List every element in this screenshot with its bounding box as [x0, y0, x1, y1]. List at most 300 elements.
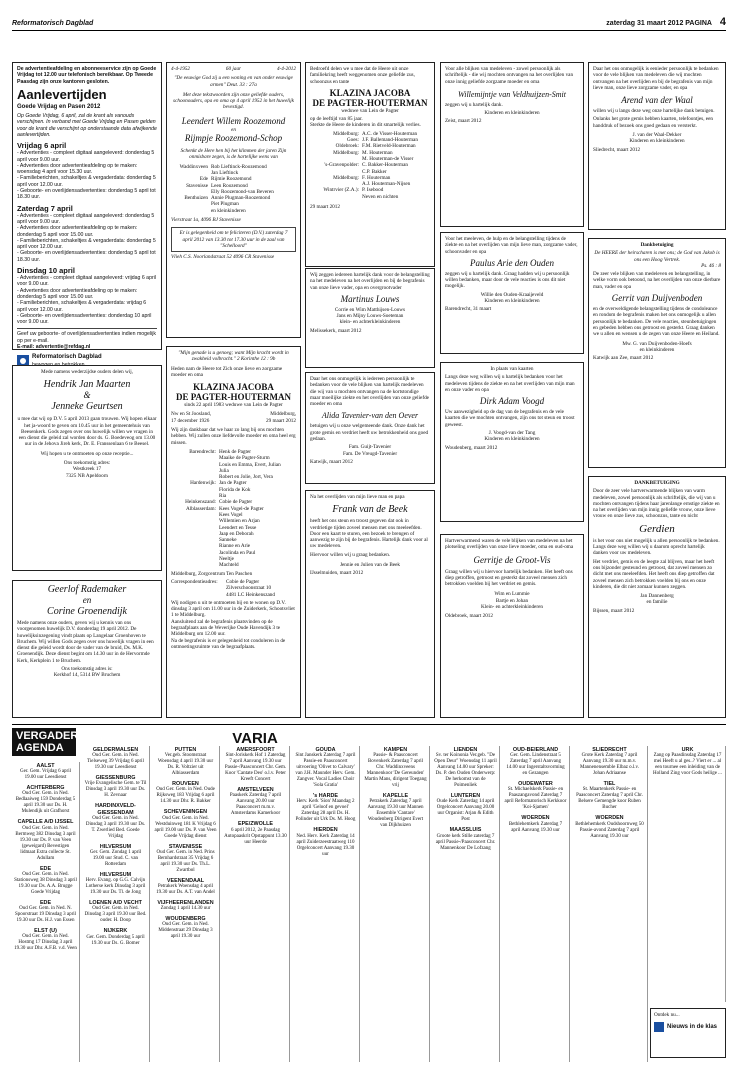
agenda-item-head: EDE	[39, 865, 52, 872]
family-place: Middelburg:	[333, 130, 359, 137]
hendrik-intro: Mede namens wederzijdse ouders delen wij,	[41, 369, 133, 375]
frank-intro: Na het overlijden van mijn lieve man en papa	[310, 494, 405, 500]
family-name: Kees Vogel-de Pagter	[219, 505, 264, 512]
agenda-item-head: ROUVEEN	[172, 781, 199, 788]
thanks-voogd	[440, 362, 584, 522]
agenda-item-body: Zang op Paasdinsdag Zaterdag 17 mei Heeft u al ges..? Viert er ... al een tournee een inleiding van de Holland Zing voor Gods heilige ...	[653, 753, 722, 777]
agenda-item-body: Ger. Gem. Lindenstraat 5 Zaterdag 7 april Aanvang 14.00 uur Ingerstaltsvorming en Gezangen	[506, 753, 565, 777]
agenda-item-head: KAPELLE	[382, 793, 409, 800]
agenda-item	[364, 793, 427, 829]
agenda-item	[154, 747, 217, 777]
family-name: A.C. de Visser-Houterman	[362, 130, 418, 137]
deadline-item: - Advertenties - compleet digitaal aangeleverd: donderdag 5 april voor 9.00 uur.	[17, 150, 155, 163]
arend-place: Sliedrecht, maart 2012	[593, 146, 641, 153]
agenda-item-body: Petrakerk Zaterdag 7 april Aanvang 19.30 uur Mannen Ensemble 'Cantare' Woudenberg Dirigent Evert van Dijkhuizen	[367, 799, 424, 829]
agenda-item-body: Sint Janskerk Zaterdag 7 april Passie-en Paasconcert uitvoering 'Olivet to Calvary' van J.H. Maunder Herv. Gem. Zangver. Vocal Ladies Choir 'Sola Gratia'	[295, 753, 356, 789]
frank-text: heeft het ons steun en troost gegeven dat ook in verdrietige tijden zoveel mensen met ons meeleefden. Door een kaart te sturen, een bezoek te brengen of aanwezig te zijn bij de begrafenis. Hartelijk dank voor al uw medeleven.	[310, 518, 428, 550]
agenda-item	[84, 900, 147, 924]
agenda-item-head: TIEL	[603, 781, 616, 788]
duijv-text: De zeer vele blijken van medeleven en belangstelling, in welke vorm ook betoond, na het overlijden van onze dierbare man, vader en opa	[593, 271, 721, 290]
hendrik-name2: Jenneke Geurtsen	[51, 401, 123, 413]
klazina-born-date: 17 december 1926	[171, 417, 210, 424]
frank-sub: Hiervoor willen wij u graag bedanken.	[310, 551, 391, 558]
thanks-den-ouden	[440, 232, 584, 354]
agenda-rule	[12, 724, 726, 725]
agenda-column	[222, 746, 290, 1062]
veld-name: Willemijntje van Veldhuijzen-Smit	[458, 89, 566, 99]
anniv-address2: Vlieh C.S. Noorlandstraat 52 4096 CR Stavenisse	[171, 254, 275, 261]
anniv-thanks: Schenkt de Here hen bij het klimmen der jaren Zijn onmisbare zegen, is de hartelijke wens van	[180, 148, 287, 161]
agenda-item-head: ELST (U)	[34, 928, 57, 935]
arend-from: J. van der Waal-Dekker	[632, 132, 682, 139]
klazina-text2: Wij zijn dankbaar dat we haar zo lang bij ons mochten hebben. Wij zullen onze liefdevolle moeder en oma heel erg missen.	[171, 427, 296, 446]
side-ad-text: Nieuws in de klas	[667, 1023, 718, 1030]
agenda-item-body: Oud Ger. Gem. in Ned. N. Spoorstraat 19 Dinsdag 3 april 19.30 uur Ds. H.J. van Essen	[14, 906, 77, 924]
agenda-item-head: WOERDEN	[595, 815, 624, 822]
agenda-item	[14, 785, 77, 815]
klazina-name2: DE PAGTER-HOUTERMAN	[175, 392, 292, 403]
agenda-item	[652, 747, 723, 777]
louws-name: Martinus Louws	[340, 293, 400, 304]
agenda-item-body: Oud Ger. Gem. in Ned. Prins Bernhardstraat 35 Vrijdag 6 april 19.30 uur Ds. Th.L. Zwartbol	[156, 849, 215, 873]
gerdien-place: Bijssen, maart 2012	[593, 607, 635, 614]
agenda-item-head: PUTTEN	[174, 747, 197, 753]
agenda-item-head: EPE/ZWOLLE	[237, 821, 274, 828]
family-name: Willemien en Arjan	[219, 518, 260, 525]
agenda-item	[84, 775, 147, 799]
oever-intro: Daar het ons onmogelijk is iedereen persoonlijk te bedanken voor de vele blijken van hartelijk medeleven die wij van u mochten ontvangen na de kortstondige maar moeilijke ziekte en het overlijden van onze geliefde moeder en oma	[310, 376, 429, 408]
klazina-corr-address	[226, 579, 275, 598]
gerdien-header: DANKBETUIGING	[634, 480, 680, 486]
agenda-item	[504, 815, 567, 833]
agenda-item-head: URK	[681, 747, 694, 753]
family-place: Ede	[199, 176, 208, 183]
agenda-item-head: GOUDA	[315, 747, 336, 753]
family-place: Middelburg:	[333, 174, 359, 181]
klazina-r-family	[310, 131, 430, 200]
klazina-r-name1: KLAZINA JACOBA	[329, 87, 411, 98]
agenda-item-head: CAPELLE A/D IJSSEL	[17, 819, 74, 826]
agenda-item-body: St. Maartenkerk Passie- en Paasconcert Zaterdag 7 april Chr. Belsere Gemengde koor Ruben Bucher	[576, 787, 643, 811]
agenda-item-body: Oud Ger. Gem. in Ned. Oude Rijksweg 183 Vrijdag 6 april 14.30 uur Dhr. R. Bakker	[156, 787, 215, 805]
agenda-item-head: STAVENISSE	[168, 843, 203, 850]
family-place: Benthuizen	[184, 195, 208, 202]
deadline-item: - Familieberichten, schakeltjes & vergaderdata: vrijdag 6 april voor 12.00 uur.	[17, 300, 147, 313]
family-place: Wintrvier (Z.A.):	[323, 187, 359, 194]
wedding-hendrik-notice	[12, 365, 162, 571]
deadlines-email: E-mail: advertentie@refdag.nl	[17, 344, 91, 350]
gerritje-text: Graag willen wij u hiervoor hartelijk bedanken. Het heeft ons diep getroffen, getroost en gesterkt dat zoveel mensen zich betrokken voelden bij het verdriet en gemis.	[445, 568, 573, 588]
agenda-item-body: Herv. Kerk 'Sion' Maandag 2 april 'Geloof en gevoel' Zaterdag 28 april Ds. H. Polinder uit Urk Ds. M. Hoog	[295, 799, 356, 823]
varia-title: VARIA	[232, 730, 278, 747]
anniv-family	[171, 164, 296, 214]
hendrik-name1: Hendrik Jan Maarten	[43, 379, 131, 391]
oever-name: Alida Tavenier-van den Oever	[321, 411, 419, 421]
anniv-name2: Rijmpje Roozemond-Schop	[184, 133, 283, 144]
agenda-item-head: EDE	[39, 899, 52, 906]
agenda-item	[294, 827, 357, 857]
anniv-years: 60 jaar	[225, 66, 242, 72]
deadlines-body: Op Goede Vrijdag, 6 april, zal de krant als vanouds verschijnen. In verband met Goede Vrijdag en Pasen gelden voor de krant die verschijnt op onderstaande data afwijkende aanlevertijden.	[17, 113, 157, 138]
family-name: C. Bakker-Houterman	[362, 162, 408, 169]
side-ad-box	[650, 1008, 726, 1058]
deadlines-days	[17, 141, 157, 325]
klazina-since: sinds 22 april 1983 weduwe van Lein de Pagter	[184, 402, 283, 409]
deadline-item: - Geboorte- en overlijdensadvertenties: donderdag 5 april tot 18.30 uur.	[17, 250, 156, 263]
arie-from2: Kinderen en kleinkinderen	[484, 298, 540, 305]
agenda-item	[224, 747, 287, 783]
anniv-date-left: 4-4-1952	[171, 66, 191, 72]
klazina-service: Aansluitend zal de begrafenis plaatsvinden op de begraafplaats aan de Weverijke Oude Havendijk 3 te Middelburg om 12.00 uur.	[171, 618, 281, 638]
obituary-klazina-siblings	[305, 62, 435, 267]
family-name: Jan Lieftinck	[211, 169, 239, 176]
paper-name: Reformatorisch Dagblad	[12, 20, 94, 27]
family-name: F.M. Rietveld-Houterman	[362, 143, 416, 150]
klazina-died-date: 29 maart 2012	[266, 417, 296, 424]
anniv-verse: "De eeuwige God zij u een woning en van onder eeuwige armen" Deut. 33 : 27a	[174, 75, 293, 88]
agenda-item-head: LIENDEN	[453, 747, 478, 753]
agenda-item	[434, 747, 497, 789]
gerritje-from: Wim en Lummie	[494, 591, 530, 598]
family-name: Robert en Jolie, Jort, Vera	[219, 474, 273, 481]
agenda-item-body: Oud Ger. Gem. in Ned. Hostmg 17 Dinsdag 3 april 19.30 uur Dhr. A.F.B. v.d. Veen	[14, 934, 77, 952]
agenda-item-body: Petrakerk Woensdag 4 april 19.30 uur Ds. A.T. van Andel	[156, 884, 215, 896]
agenda-column	[572, 746, 648, 1062]
oever-place: Katwijk, maart 2012	[310, 458, 353, 465]
family-place: Heinkenszand:	[185, 499, 216, 506]
gerdien-from2: en familie	[646, 599, 668, 606]
hendrik-future-addr1: Westkreek 17	[72, 466, 102, 473]
veld-from: Kinderen en kleinkinderen	[484, 110, 540, 117]
agenda-item-head: KAMPEN	[383, 747, 408, 753]
agenda-item-body: Vrije Evangelische Gem. te Til Dinsdag 3 april 19.30 uur Ds. H. Zevnaar	[84, 781, 147, 799]
agenda-item-head: SCHEVENINGEN	[163, 809, 208, 816]
family-place	[171, 208, 211, 214]
header-rule	[12, 30, 726, 31]
agenda-item	[224, 787, 287, 817]
family-place: Alblasserdam:	[186, 505, 216, 512]
veld-text: zeggen wij u hartelijk dank.	[445, 101, 503, 108]
agenda-item	[154, 781, 217, 805]
family-name: Sanneke	[219, 537, 237, 544]
agenda-item-body: Zondag 1 april 14.30 uur	[160, 906, 211, 912]
agenda-item	[84, 928, 147, 946]
family-name: M. Houterman-de Visser	[362, 155, 414, 162]
arend-intro: Daar het ons onmogelijk is eenieder persoonlijk te bedanken voor de vele blijken van medeleven die wij mochten ontvangen na het overlijden en bij de begrafenis van mijn lieve man, onze lieve zorgzame vader, en opa	[593, 66, 719, 91]
anniv-en: en	[231, 126, 236, 133]
gerdien-intro: Door de zeer vele hartverwarmende blijken van warm medeleven, zowel persoonlijk als schriftelijk, die wij van u mochten ontvangen tijdens haar jarenlange ernstige ziekte en na het overlijden van mijn innig geliefde vrouw, onze lieve vrouw en onze lieve zus, schoonzus, tante en nicht	[593, 488, 720, 520]
arend-text2: Onlanks het grote gemis hebben kaarten, telefoontjes, een handdruk of bezoek ons goed gedaan en versterkt.	[593, 116, 713, 129]
hendrik-future-label: Ons toekomstig adres:	[63, 460, 111, 467]
family-place	[310, 194, 362, 200]
family-name: Florida de Kok	[219, 486, 251, 493]
duijv-text2: en de overweldigende belangstelling tijdens de condoleance en rondom de begrafenis maken het ons onmogelijk u allen persoonlijk te bedanken. De vele reacties, steunbetuigingen en gebeden hebben ons getroost en gesterkt. Graag danken we u allen en wensen u de zegen van onze Heere en Heiland.	[593, 306, 720, 338]
deadlines-title: Aanlevertijden	[17, 86, 107, 102]
agenda-item	[84, 803, 147, 839]
agenda-item-head: VIJFHEERENLANDEN	[157, 900, 214, 907]
arie-intro: Voor het meeleven, de hulp en de belangstelling tijdens de ziekte en na het overlijden van mijn lieve man, zorgzame vader, schoonvader en opa	[445, 236, 578, 255]
agenda-item-head: GELDERMALSEN	[92, 747, 139, 753]
agenda-item	[14, 900, 77, 924]
agenda-item	[84, 747, 147, 771]
obituary-klazina-family	[166, 346, 301, 718]
agenda-item-body: Ned. Herv. Kerk Zaterdag 14 april Zuiderzeestraatweg 110 Orgelconcert Aanvang 19.30 uur	[296, 833, 355, 857]
agenda-item-head: OUD-BEIERLAND	[512, 747, 559, 753]
gerdien-name: Gerdien	[639, 522, 675, 535]
agenda-item	[14, 763, 77, 781]
thanks-louws	[305, 268, 435, 368]
agenda-item-head: LOENEN A/D VECHT	[89, 900, 142, 907]
deadline-item: - Familieberichten, schakeltjes & vergaderdata: donderdag 5 april voor 12.00 uur.	[17, 175, 156, 188]
gerdien-text: is het voor ons niet mogelijk u allen persoonlijk te bedanken. Langs deze weg willen wij u daarom oprecht hartelijk danken voor uw medeleven.	[593, 537, 720, 557]
family-name: F. Houterman	[362, 174, 391, 181]
anniv-note: Er is gelegenheid om te feliciteren (D.V.) zaterdag 7 april 2012 van 13.30 tot 17.30 uur in de zaal van "Schelloord"	[171, 227, 296, 252]
klazina-family	[171, 449, 296, 569]
agenda-item-head: HILVERSUM	[99, 872, 132, 879]
gerritje-from3: Klein- en achterkleinkinderen	[481, 604, 543, 611]
agenda-item-body: Bethlehemkerk Zaterdag 7 april Aanvang 19.30 uur	[508, 821, 563, 833]
agenda-item-body: Grote Kerk Zaterdag 7 april Aanvang 19.30 uur m.m.v. Mannenensemble Elbaz o.l.v. Johan Adriaanse	[580, 753, 639, 777]
louws-intro: Wij zeggen iedereen hartelijk dank voor de belangstelling na het medeleven na het overlijden en bij de begrafenis van onze lieve vader, opa en overgrootvader	[310, 272, 430, 291]
family-name: A.J. Houterman-Nijsen	[362, 181, 411, 188]
veld-intro: Voor alle blijken van medeleven - zowel persoonlijk als schriftelijk - die wij mochten ontvangen na het overlijden van onze innig geliefde zorgzame moeder en oma	[445, 66, 574, 85]
family-name: en kleinkinderen	[211, 207, 246, 214]
family-name: Rianne en Arie	[219, 543, 251, 550]
agenda-item-body: Ger. Gem. Donderdag 5 april 19.30 uur Ds. G. Bomer	[86, 934, 145, 946]
family-place: 's-Gravenpolder:	[324, 162, 359, 169]
agenda-item-body: Oud Ger. Gem. in Ned. Stationsweg 38 Dinsdag 3 april 19.30 uur Ds. A.A. Brugge Goede Vrijdag	[14, 871, 77, 895]
agenda-column	[432, 746, 500, 1062]
family-name: Julia	[219, 467, 229, 474]
agenda-item-body: Oud Ger. Gem. in Ned. Tielseweg 39 Vrijdag 6 april 19.30 uur Leesdienst	[87, 753, 144, 771]
agenda-item-body: Oude Kerk Zaterdag 14 april Orgelconcert Aanvang 20.00 uur Organist: Arjan & Edith Post	[436, 799, 495, 823]
voogd-name: Dirk Adam Voogd	[479, 396, 545, 407]
family-name: Leendert en Tesse	[219, 524, 257, 531]
family-name: Jaap en Deborah	[219, 530, 254, 537]
agenda-item	[224, 821, 287, 845]
deadline-item: - Advertenties door advertentieafdeling op te maken: donderdag 5 april voor 15.00 uur.	[17, 225, 138, 238]
geerlof-addr-label: Ons toekomstig adres is:	[61, 666, 113, 673]
voogd-place: Woudenberg, maart 2012	[445, 444, 498, 451]
family-place: Waddinxveen	[179, 163, 208, 170]
family-name: Rijmie Roozemond	[211, 176, 252, 183]
klazina-r-intro: Bedroefd delen we u mee dat de Heere uit onze familiekring heeft weggenomen onze geliefde zus, schoonzus en tante	[310, 66, 415, 85]
family-name: Henk de Pagter	[219, 448, 251, 455]
klazina-born-place: Nw en St Joosland,	[171, 411, 212, 418]
louws-from: Corrie en Wim Matthijsen-Louws	[334, 306, 406, 313]
arie-text: zeggen wij u hartelijk dank. Graag hadden wij u persoonlijk willen bedanken, maar door de vele reacties is ons dit niet mogelijk.	[445, 270, 570, 290]
voogd-header: In plaats van kaarten	[490, 366, 534, 372]
agenda-item-body: Paaskerk Zaterdag 7 april Aanvang 20.00 uur Paasconcert m.m.v. Amsterdams Kamerkoor	[229, 793, 282, 817]
agenda-item	[294, 747, 357, 789]
klazina-text: Heden nam de Heere tot Zich onze lieve en zorgzame moeder en oma	[171, 365, 283, 378]
agenda-item-head: OUDEWATER	[518, 781, 553, 788]
agenda-item-body: Oud Ger. Gem. in Ned. Bermweg 382 Dinsdag 3 april 19.30 uur Ds. P. van Veen (geweigard) Bevestigen lidmaat Extra collecte St. Adullam	[15, 825, 76, 861]
gerritje-from2: Bartje en Johan	[495, 597, 529, 604]
agenda-item-head: WOERDEN	[521, 815, 550, 822]
agenda-item	[84, 844, 147, 868]
family-name: J.F. Ballemand-Houterman	[362, 137, 418, 144]
frank-place: IJsselmuiden, maart 2012	[310, 570, 364, 577]
frank-from: Jennie en Julien van de Beek	[339, 562, 401, 569]
deadline-item: - Advertenties door advertentieafdeling op te maken: donderdag 5 april voor 15.00 uur.	[17, 287, 138, 300]
agenda-item	[574, 781, 645, 811]
family-row	[171, 208, 296, 214]
anniv-text: Met deze tekstwoorden zijn onze geliefde ouders, schoonouders, opa en oma op 4 april 1952 in het huwelijk bevestigd.	[173, 91, 294, 111]
corr-line: Zilverschoonstraat 10	[226, 585, 272, 592]
agenda-item	[574, 815, 645, 839]
deadlines-footer: Geef uw geboorte- of overlijdensadvertenties indien mogelijk op per e-mail.	[17, 328, 157, 344]
agenda-item-head: NIJKERK	[103, 928, 128, 935]
family-name: Neeltje	[219, 556, 234, 563]
agenda-item-body: Ver.geb. Stoomstraat Woensdag 4 april 19.30 uur Ds. R. Voltzier uit Albiasserdam	[157, 753, 214, 777]
agenda-item	[294, 793, 357, 823]
frank-name: Frank van de Beek	[332, 504, 408, 516]
agenda-item-head: AMSTELVEEN	[237, 787, 274, 794]
gerritje-place: Oldebroek, maart 2012	[445, 613, 493, 620]
deadline-day-title: Zaterdag 7 april	[17, 203, 73, 213]
corr-line: 4481 LC Heinkenszand	[226, 591, 275, 598]
thanks-van-de-beek	[305, 490, 435, 718]
agenda-item-body: Passie- & Paasconcert Bovenkerk Zaterdag 7 april Chr. Waddinxveens Mannenkoor 'De Gereunden' Martin Mans, dirigent Toegang vrij	[364, 753, 427, 789]
klazina-died-place: Middelburg,	[270, 411, 296, 418]
anniv-date-right: 4-4-2012	[276, 66, 296, 72]
agenda-item-head: HIERDEN	[313, 827, 338, 834]
oever-text: betuigen wij u onze welgemeende dank. Onze dank het grote gemis en verdriet heeft uw betrokkenheid ons goed gedaan.	[310, 423, 429, 443]
klazina-quote: "Mijn genade is u genoeg; want Mijn kracht wordt in zwakheid volbracht." 2 Korinthe 12 : 9b	[178, 350, 289, 363]
klazina-r-date: 29 maart 2012	[310, 204, 340, 211]
side-ad-sub: Ontdek nu...	[654, 1012, 680, 1018]
anniversary-notice	[166, 62, 301, 338]
duijv-from2: en kleinkinderen	[639, 346, 675, 353]
agenda-item-head: HILVERSUM	[99, 843, 132, 850]
louws-from2: Jans en Mijny Louws-Soeteman	[336, 313, 404, 320]
klazina-r-age: op de leeftijd van 85 jaar.	[310, 116, 363, 123]
family-name: Cobie de Pagter	[219, 499, 253, 506]
arend-text: willen wij u langs deze weg onze hartelijke dank betuigen.	[593, 108, 715, 115]
oever-from2: Fam. De Vreugd-Tavenier	[342, 450, 398, 457]
agenda-item-head: HARDINXVELD-GIESSENDAM	[95, 803, 136, 816]
agenda-column	[152, 746, 220, 1062]
agenda-item	[504, 747, 567, 777]
agenda-item-body: Bethlehemkerk Oudshoornweg 50 Passie-avond Zaterdag 7 april Aanvang 19.30 uur	[575, 821, 644, 839]
klazina-r-note: Sterkte de Heere de kinderen in dit smartelijk verlies.	[310, 122, 421, 129]
agenda-column	[12, 762, 80, 1062]
louws-from3: klein- en achterkleinkinderen	[339, 319, 401, 326]
duijv-from: Mw. G. van Duijvenboden-Hoefs	[622, 340, 692, 347]
agenda-item	[574, 747, 645, 777]
louws-place: Melissekerk, maart 2012	[310, 327, 362, 334]
deadline-item: - Advertenties - compleet digitaal aangeleverd: vrijdag 6 april voor 9.00 uur.	[17, 275, 156, 288]
klazina-corr-label: Correspondentieadres:	[171, 578, 218, 585]
family-name: Neven en nichten	[362, 193, 399, 200]
gerritje-intro: Hartverwarmend waren de vele blijken van medeleven na het plotseling overlijden van onze lieve moeder, oma en oud-oma	[445, 538, 574, 551]
family-place: Goes:	[346, 137, 359, 144]
agenda-item-body: Ger. Gem. Zondag 1 april 19.00 uur Stud. C. van Rotterdam	[89, 850, 142, 868]
klazina-r-name2: DE PAGTER-HOUTERMAN	[312, 97, 428, 108]
agenda-item	[14, 928, 77, 952]
duijv-verse: De HEERE der heirscharen is met ons; de God van Jakob is ons een Hoog Vertrek.	[594, 250, 720, 263]
agenda-item-body: Oud Ger. Gem. in Ned. Middenstraat 29 Dinsdag 3 april 19.30 uur	[158, 922, 213, 940]
family-row	[310, 194, 430, 200]
veld-place: Zeist, maart 2012	[445, 118, 482, 125]
agenda-item	[154, 878, 217, 896]
agenda-item	[504, 781, 567, 811]
deadline-day-title: Vrijdag 6 april	[17, 141, 67, 151]
agenda-item-head: SLIEDRECHT	[592, 747, 627, 753]
arend-from2: Kinderen en kleinkinderen	[629, 138, 685, 145]
agenda-item	[434, 827, 497, 851]
agenda-item	[154, 916, 217, 940]
family-name: C.P. Bakker	[362, 168, 387, 175]
agenda-item-head: ACHTERBERG	[26, 785, 65, 792]
voogd-from: J. Voogd-van der Tang	[488, 430, 536, 437]
family-name: P. Isebood	[362, 187, 384, 194]
hendrik-future-addr2: 7325 NB Apeldoorn	[65, 472, 109, 479]
arie-from: Willie den Ouden-Kraaijeveld	[480, 291, 544, 298]
klazina-name1: KLAZINA JACOBA	[193, 382, 274, 393]
thanks-tavenier	[305, 372, 435, 484]
thanks-veldhuijzen	[440, 62, 584, 227]
agenda-item-body: Oud Ger. Gem. in Ned. Westduinweg 181 K Vrijdag 6 april 19.00 uur Ds. P. van Veen Goede Vrijdag dienst	[154, 815, 217, 839]
page-number: 4	[719, 16, 726, 28]
agenda-item-body: St. Michaelskerk Passie- en Paaszangavond Zaterdag 7 april Reformatorisch Kerkkoor 'Koi-Sjamen'	[504, 787, 567, 811]
agenda-title: VERGADER- AGENDA	[12, 728, 76, 756]
geerlof-name1: Geerlof Rademaker	[47, 584, 127, 595]
family-name: Kees Vogel	[219, 511, 243, 518]
agenda-item-body: Groote kerk Stille zaterdag 7 april Passie-/Paasconcert Chr. Mannenkoor De Lofzang	[435, 833, 496, 851]
family-place: Hardenwijk:	[190, 480, 216, 487]
agenda-column	[292, 746, 360, 1062]
agenda-item-body: Sint-Joriskerk Hof 1 Zaterdag 7 april Aanvang 19.30 uur Passie-/Paasconcert Chr. Gem. Koor 'Cantate Deo' o.l.v. Peter Kreeft Concert	[224, 753, 287, 783]
deadline-day-title: Dinsdag 10 april	[17, 266, 75, 276]
family-name: Elly Roozemond-van Beveren	[211, 188, 274, 195]
agenda-item-head: AALST	[36, 763, 55, 769]
agenda-item-head: VEENENDAAL	[166, 877, 205, 884]
agenda-item	[84, 872, 147, 896]
agenda-item	[154, 809, 217, 839]
voogd-intro: Langs deze weg willen wij u hartelijk bedanken voor het medeleven tijdens de ziekte en na het overlijden van mijn man en onze vader en opa	[445, 374, 575, 393]
arend-name: Arend van der Waal	[621, 95, 693, 106]
family-name: Piet Plugman	[211, 201, 239, 208]
anniv-address1: Vierstraat 1a, 4096 BJ Stavenisse	[171, 217, 241, 224]
agenda-item-body: Herv. Evang. op G.G. Calvijn Lotherse kerk Dinsdag 3 april 19.30 uur Ds. Tl. de Jong	[85, 878, 146, 896]
duijv-header: Dankbetuiging	[640, 242, 674, 248]
agenda-item-body: Oud Ger. Gem. in Ned. Bedlaaiweg 159 Donderdag 5 april 19.30 uur Ds. H. Mulendijk uit Grafhorst	[15, 791, 76, 815]
geerlof-addr: Kerkhof 14, 5314 BW Bruchem	[53, 672, 121, 679]
agenda-item-body: Sv. ter Koinonia Ver.geb. "De Open Deur" Woensdag 11 april Aanvang 14.00 uur Spreker: Ds. P. den Ouden Onderwerp: De herkomst van de Poimenliek	[434, 753, 497, 789]
agenda-item	[14, 819, 77, 861]
family-name: Ria	[219, 493, 227, 500]
hendrik-addr-intro: Wij hopen u te ontmoeten op onze receptie...	[40, 450, 134, 457]
family-name: Rob Lieftinck-Roozemond	[211, 163, 267, 170]
thanks-de-groot	[440, 534, 584, 718]
deadlines-subtitle: Goede Vrijdag en Pasen 2012	[17, 103, 101, 110]
page-date: zaterdag 31 maart 2012 PAGINA	[606, 20, 712, 27]
family-name: M. Houterman	[362, 149, 393, 156]
agenda-column	[362, 746, 430, 1062]
agenda-item-head: GIESSENBURG	[95, 775, 136, 782]
family-place	[171, 562, 219, 568]
family-name: Jan de Pagter	[219, 480, 247, 487]
gerritje-name: Gerritje de Groot-Vis	[473, 554, 551, 565]
duijv-name: Gerrit van Duijvenboden	[611, 293, 703, 304]
family-name: Annie Plugman-Roozemond	[211, 195, 271, 202]
thanks-van-duijvenboden	[588, 238, 726, 468]
agenda-item-head: 's HARDE	[313, 793, 338, 800]
klazina-visit: Wij nodigen u uit te ontmoeten bij en te wonen op D.V. dinsdag 3 april om 11.00 uur in de Zuiderkerk, Schootsvliet 1 te Middelburg.	[171, 599, 295, 619]
refdag-logo-text: Reformatorisch Dagblad	[32, 354, 102, 361]
